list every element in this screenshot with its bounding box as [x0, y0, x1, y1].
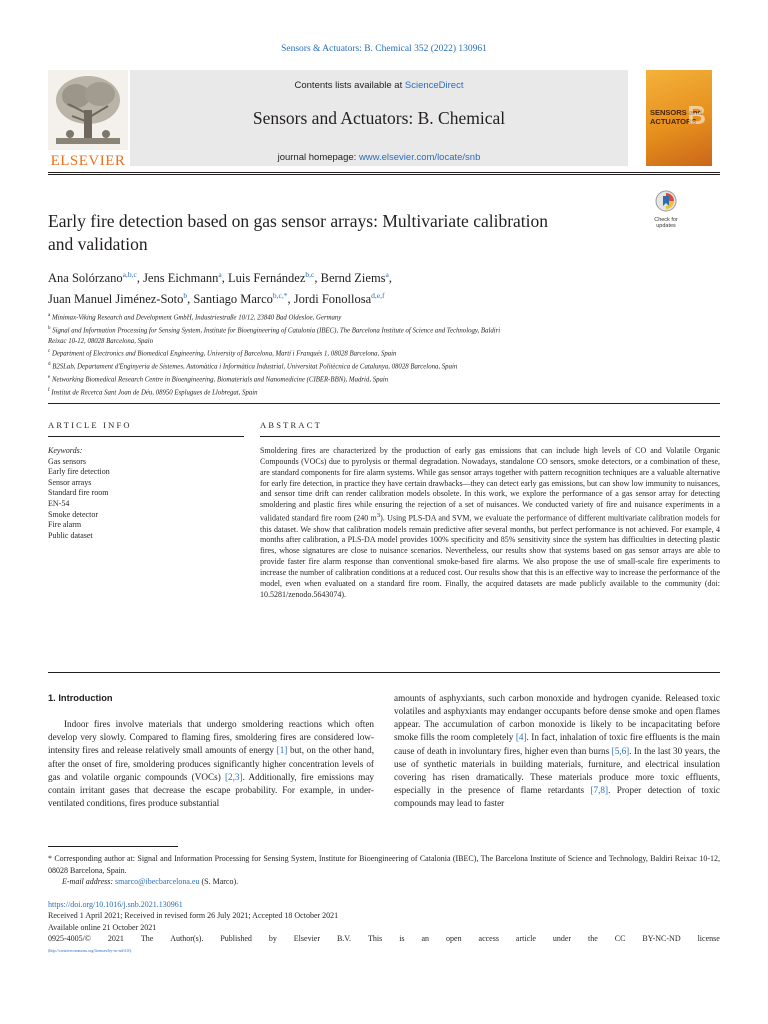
elsevier-wordmark: ELSEVIER [50, 153, 126, 169]
contents-prefix: Contents lists available at [294, 80, 405, 91]
corresponding-author-footnote [48, 853, 720, 888]
author-name[interactable]: Santiago Marco [193, 292, 273, 307]
article-info-rule [48, 436, 244, 437]
email-link[interactable]: smarco@ibecbarcelona.eu [115, 877, 200, 886]
abstract-text-part-2: ). Using PLS-DA and SVM, we evaluate the performance of different multivariate calibration models for this dataset. We show that calibration models remain predictive after several months, but perfect performance is not achieved. For example, 4 months after calibration, a PLS-DA model provides 100% specificity and 85% sensitivity since the system has difficulties in detecting plastic fires, whose signatures are close to nuisance scenarios. Nevertheless, our results show that systems based on gas sensor arrays are able to provide faster fire alarm response than conventional smoke-based fire alarms. We also propose the use of small-scale fire experiments to increase the number of calibration conditions at a reduced cost. Our results show that this is an effective way to increase the performance of the model, even when evaluated on a standard fire room. Finally, the acquired datasets are made publicly available to the community (doi: 10.5281/zenodo.5643074). [260, 513, 720, 599]
abstract-text-part-1: Smoldering fires are characterized by the production of early gas emissions that can include high levels of CO and Volatile Organic Compounds (VOCs) due to pyrolysis or thermal degradation. Nowadays, standalone CO sensors, smoke detectors, or a combination of these, are standard components for fire alarm systems. While gas sensor arrays together with pattern recognition techniques are a valuable alternative for early fire detection, in practice they have certain drawbacks—they can detect early gas emissions, but can show low immunity to nuisances, and sensor time drift can render calibration models obsolete. In this work, we explore the performance of a gas sensor array for detecting smoldering and plastic fires while ensuring the rejection of a set of nuisances. We conducted variety of fire and nuisance experiments in a validated standard fire room (240 m [260, 446, 720, 523]
affiliation-text: B2SLab, Departament d'Enginyeria de Sistemes, Automàtica i Informàtica Industrial, Universitat Politècnica de Catalunya, 08028 Barcelona, Spain [52, 363, 458, 371]
running-head[interactable]: Sensors & Actuators: B. Chemical 352 (2022) 130961 [281, 44, 487, 54]
header-rule-secondary [48, 174, 720, 175]
abstract-superscript: 3 [376, 512, 381, 520]
affiliation-text: Minimax-Viking Research and Development GmbH, Industriestraße 10/12, 23840 Bad Oldesloe, Germany [51, 314, 342, 322]
license-word: Elsevier [293, 934, 321, 944]
header-rule [48, 172, 720, 173]
affiliation-item [48, 360, 648, 373]
intro-text: amounts of asphyxiants, such carbon monoxide and hydrogen cyanide. Released toxic volatiles and asphyxiants may endanger occupants before dense smoke and open flames appear. The accumulation of carbon monoxide is likely to be incapacitating before smoke fills the room completely [394, 693, 720, 743]
affiliation-marker: a [48, 313, 51, 318]
elsevier-logo [48, 70, 128, 169]
author-name[interactable]: Ana Solórzano [48, 271, 123, 286]
affiliation-item [48, 386, 648, 399]
article-title [48, 210, 638, 256]
homepage-line [130, 152, 628, 163]
corresponding-author-text: * Corresponding author at: Signal and Information Processing for Sensing System, Institute for Bioengineering of Catalonia (IBEC), The Barcelona Institute of Science and Technology, Baldiri Reixac 10-12, 08028 Barcelona, Spain. [48, 854, 720, 875]
license-word: license [697, 934, 720, 944]
keyword-item: Fire alarm [48, 520, 82, 530]
footnote-rule [48, 846, 178, 847]
intro-text: . Additionally, fire emissions may contain irritant gases that decrease the escape probability. For example, in under-ventilated conditions, fires produce substantial [48, 771, 374, 809]
license-word: Author(s). [170, 934, 204, 944]
online-date: Available online 21 October 2021 [48, 922, 157, 932]
abstract-rule [260, 436, 720, 437]
abstract-text [260, 446, 720, 600]
article-title-line-2: and validation [48, 234, 148, 254]
introduction-paragraph [48, 718, 374, 810]
journal-name: Sensors and Actuators: B. Chemical [252, 108, 506, 128]
keyword-item: Standard fire room [48, 488, 109, 498]
author-separator: , [136, 271, 144, 286]
journal-cover-thumbnail[interactable] [646, 70, 712, 166]
author-name[interactable]: Jordi Fonollosa [293, 292, 372, 307]
affiliation-text: Networking Biomedical Research Centre in Bioengineering, Biomaterials and Nanomedicine (CIBER-BBN), Madrid, Spain [51, 376, 389, 384]
license-word: This [368, 934, 383, 944]
citation-link[interactable]: [5,6] [611, 745, 630, 756]
intro-text: . In fact, inhalation of toxic fire effluents is the main cause of death in involuntary fires, higher even than burns [394, 732, 720, 756]
affiliation-text: Department of Electronics and Biomedical Engineering, University of Barcelona, Martí i Franqués 1, 08028 Barcelona, Spain [51, 350, 397, 358]
keyword-item: Gas sensors [48, 456, 86, 466]
license-word: access [478, 934, 499, 944]
affiliation-item [48, 347, 648, 360]
elsevier-tree-icon [48, 70, 128, 150]
author-affiliation-marker[interactable]: b,c,* [272, 291, 288, 301]
author-affiliation-marker[interactable]: d,e,f [371, 291, 385, 301]
author-list [48, 266, 688, 308]
license-word: by [268, 934, 277, 944]
keyword-item: Sensor arrays [48, 477, 92, 487]
author-affiliation-marker[interactable]: a,b,c [122, 270, 137, 279]
author-name[interactable]: Jens Eichmann [143, 271, 219, 286]
doi-link[interactable]: https://doi.org/10.1016/j.snb.2021.130961 [48, 900, 183, 909]
citation-link[interactable]: [1] [276, 745, 288, 756]
check-for-updates-badge[interactable] [646, 190, 686, 230]
sciencedirect-link[interactable]: ScienceDirect [404, 80, 464, 91]
body-column-left [48, 692, 374, 810]
check-updates-line-2: updates [656, 223, 676, 229]
author-affiliation-marker[interactable]: a [385, 270, 389, 279]
affiliation-marker: e [48, 375, 51, 381]
journal-masthead [130, 70, 628, 166]
body-column-right [394, 692, 720, 810]
author-separator: , [287, 292, 294, 307]
author-line-1 [48, 266, 688, 287]
body-rule [48, 672, 720, 673]
section-rule [48, 403, 720, 404]
author-separator: , [187, 292, 194, 307]
keyword-item: Smoke detector [48, 509, 98, 519]
contents-line [130, 80, 628, 91]
license-word: The [140, 934, 154, 944]
homepage-link[interactable]: www.elsevier.com/locate/snb [358, 152, 481, 163]
citation-link[interactable]: [2,3] [224, 771, 243, 782]
license-word: open [446, 934, 462, 944]
license-word: CC [614, 934, 626, 944]
keywords-label: Keywords: [48, 446, 83, 455]
affiliation-list [48, 311, 648, 399]
license-word: the [588, 934, 598, 944]
affiliation-marker: c [48, 349, 51, 355]
received-dates: Received 1 April 2021; Received in revised form 26 July 2021; Accepted 18 October 2021 [48, 911, 339, 921]
email-line [48, 876, 720, 888]
affiliation-item [48, 337, 648, 348]
license-url[interactable]: (http://creativecommons.org/licenses/by-nc-nd/4.0/). [48, 947, 133, 953]
license-word: is [399, 934, 405, 944]
email-label: E-mail address: [62, 877, 116, 886]
author-separator: , [221, 271, 228, 286]
introduction-heading: 1. Introduction [48, 693, 113, 703]
affiliation-item [48, 373, 648, 386]
keyword-item: Public dataset [48, 530, 93, 540]
affiliation-marker: f [48, 387, 50, 393]
author-line-2 [48, 287, 688, 308]
affiliation-marker: b [48, 325, 51, 331]
keyword-item: EN-54 [48, 498, 70, 508]
author-affiliation-marker[interactable]: b [183, 291, 188, 301]
author-name[interactable]: Bernd Ziems [320, 271, 386, 286]
citation-link[interactable]: [4] [515, 732, 527, 743]
keywords-block [48, 446, 238, 541]
front-matter [48, 899, 720, 956]
author-name[interactable]: Luis Fernández [228, 271, 306, 286]
author-affiliation-marker[interactable]: b,c [305, 270, 315, 279]
affiliation-item [48, 324, 648, 337]
cover-title-line-2: ACTUATORS [650, 117, 697, 126]
cover-letter: B [687, 100, 706, 130]
license-word: Published [220, 934, 252, 944]
email-suffix: (S. Marco). [199, 877, 239, 886]
author-separator: , [388, 271, 393, 286]
intro-text: . Proper detection of toxic compounds may lead to faster [394, 785, 720, 809]
keyword-item: Early fire detection [48, 467, 110, 477]
intro-text: . In the last 30 years, the use of synthetic materials in building materials, furniture, and electrical insulation covering has risen dramatically. These materials produce more toxic effluents, especially in the presence of flame retardants [394, 745, 720, 796]
license-word: 2021 [107, 934, 124, 944]
affiliation-text: Institut de Recerca Sant Joan de Déu, 08950 Esplugues de Llobregat, Spain [51, 389, 258, 397]
author-name[interactable]: Juan Manuel Jiménez-Soto [48, 292, 184, 307]
author-affiliation-marker[interactable]: a [218, 270, 222, 279]
license-line [48, 933, 720, 944]
license-word: 0925-4005/© [48, 934, 91, 944]
author-separator: , [314, 271, 321, 286]
affiliation-text: Reixac 10-12, 08028 Barcelona, Spain [48, 337, 154, 345]
license-word: an [421, 934, 430, 944]
article-info-heading: ARTICLE INFO [48, 420, 132, 430]
affiliation-marker: d [48, 362, 51, 368]
citation-link[interactable]: [7,8] [590, 785, 609, 796]
intro-text: Indoor fires involve materials that undergo smoldering reactions which often develop very slowly. Compared to flaming fires, smoldering fires are considered low-intensity fires and release relatively small amounts of energy [48, 719, 374, 756]
article-title-line-1: Early fire detection based on gas sensor arrays: Multivariate calibration [48, 211, 549, 231]
license-word: article [515, 934, 536, 944]
check-updates-line-1: Check for [654, 217, 678, 223]
affiliation-text: Signal and Information Processing for Sensing System, Institute for Bioengineering of Catalonia (IBEC), The Barcelona Institute of Science and Technology, Baldiri [52, 327, 501, 335]
license-word: BY-NC-ND [642, 934, 681, 944]
abstract-heading: ABSTRACT [260, 420, 322, 430]
affiliation-item [48, 311, 648, 324]
license-word: under [552, 934, 572, 944]
check-for-updates-icon [655, 190, 677, 212]
license-word: B.V. [336, 934, 352, 944]
homepage-prefix: journal homepage: [277, 152, 359, 163]
cover-title-line-1: SENSORS and [650, 108, 703, 117]
intro-text: but, on the other hand, after the onset of fire, smoldering produces significantly higher concentration levels of gas and volatile organic compounds (VOCs) [48, 745, 375, 782]
